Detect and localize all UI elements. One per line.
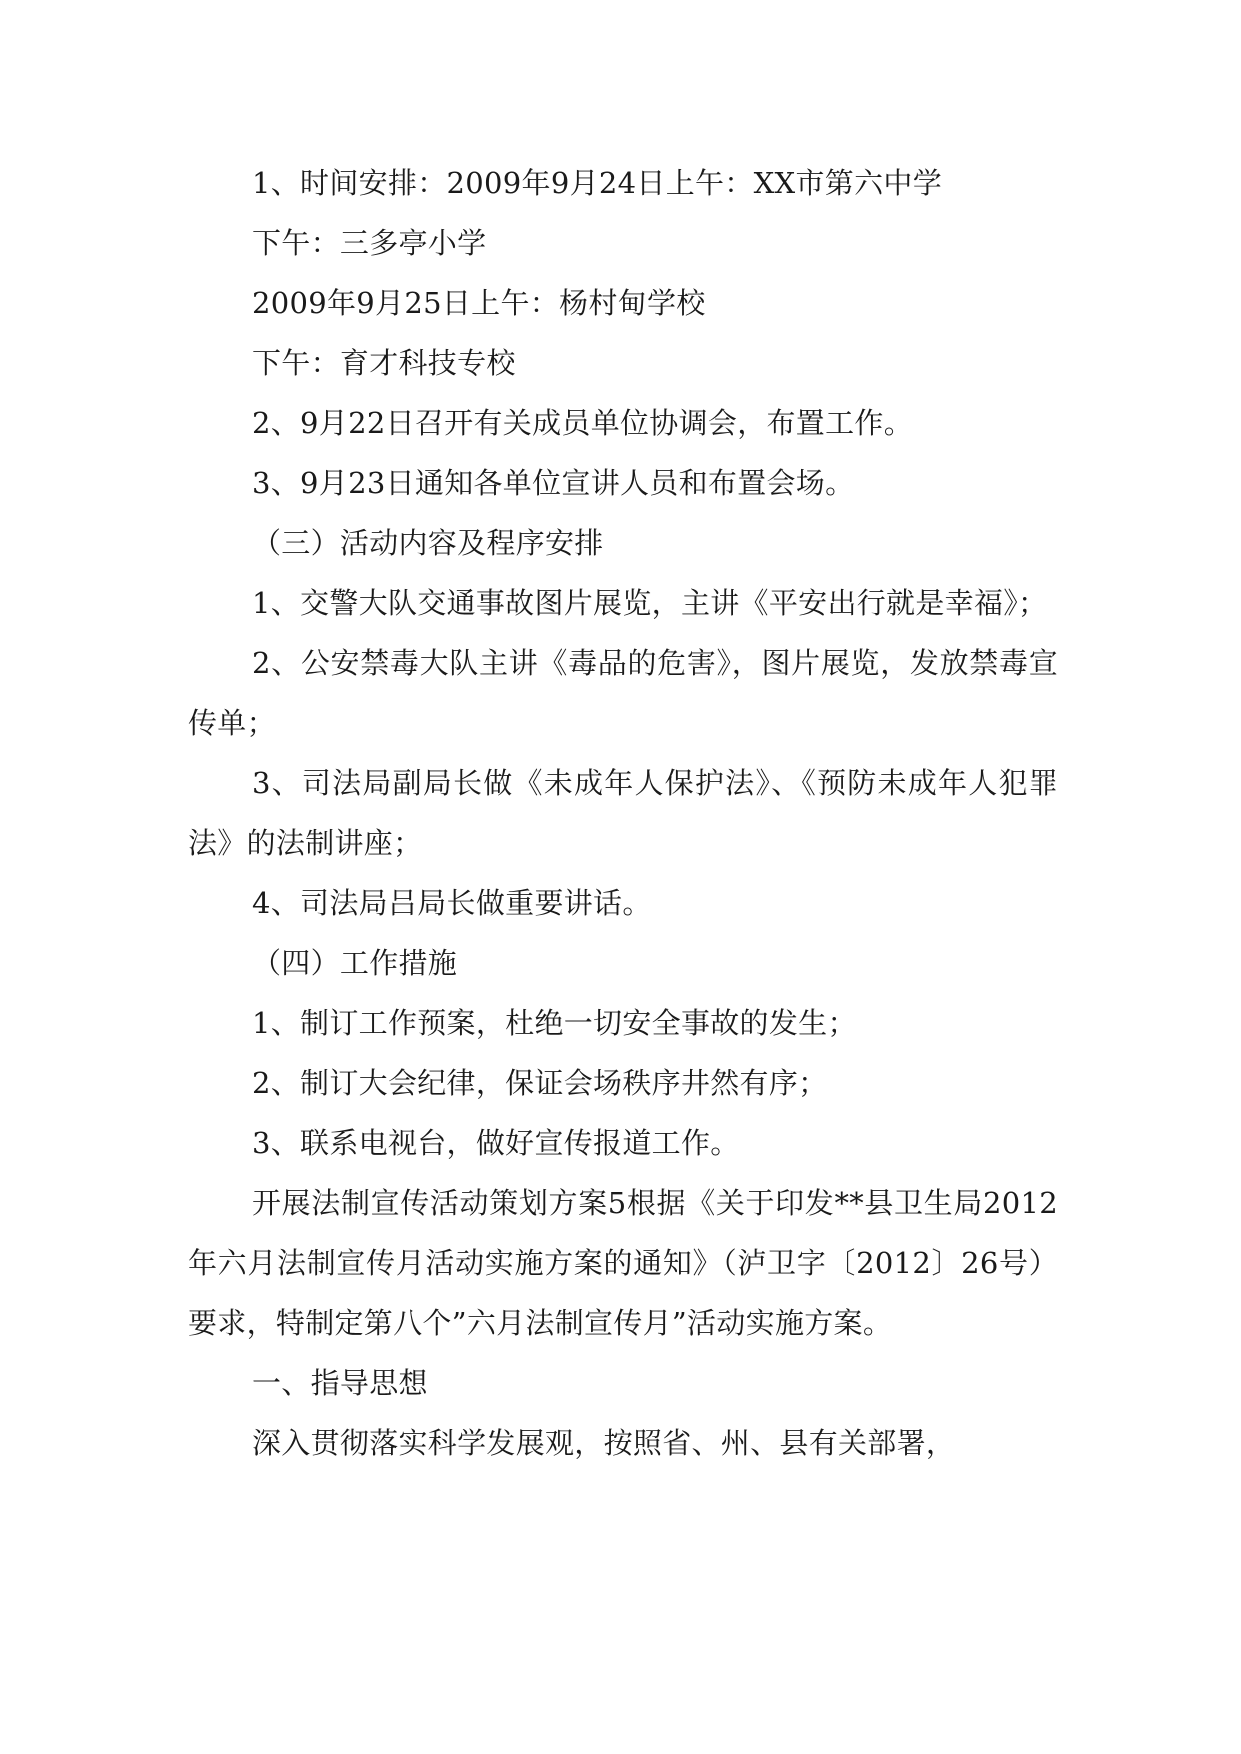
paragraph-measure-1: 1、制订工作预案，杜绝一切安全事故的发生； [252, 1006, 857, 1040]
paragraph-notify-units: 3、9月23日通知各单位宣讲人员和布置会场。 [252, 466, 855, 500]
paragraph-activity-2: 2、公安禁毒大队主讲《毒品的危害》，图片展览，发放禁毒宣传单； [188, 646, 1058, 740]
paragraph-activity-4: 4、司法局吕局长做重要讲话。 [252, 886, 652, 920]
section-heading-measures: （四）工作措施 [252, 946, 458, 980]
paragraph-schedule-1-afternoon: 下午：三多亭小学 [252, 226, 487, 260]
paragraph-measure-3: 3、联系电视台，做好宣传报道工作。 [252, 1126, 740, 1160]
paragraph-guiding-thought: 深入贯彻落实科学发展观，按照省、州、县有关部署， [252, 1426, 956, 1460]
paragraph-coordination-meeting: 2、9月22日召开有关成员单位协调会，布置工作。 [252, 406, 914, 440]
document-body [188, 153, 1058, 1473]
paragraph-measure-2: 2、制订大会纪律，保证会场秩序井然有序； [252, 1066, 828, 1100]
paragraph-activity-1: 1、交警大队交通事故图片展览，主讲《平安出行就是幸福》； [252, 586, 1048, 620]
paragraph-schedule-1: 1、时间安排：2009年9月24日上午：XX市第六中学 [252, 166, 942, 200]
section-heading-activities: （三）活动内容及程序安排 [252, 526, 604, 560]
section-heading-guiding-thought: 一、指导思想 [252, 1366, 428, 1400]
paragraph-schedule-2-afternoon: 下午：育才科技专校 [252, 346, 516, 380]
paragraph-plan-intro: 开展法制宣传活动策划方案5根据《关于印发**县卫生局2012年六月法制宣传月活动实施方案的通知》（泸卫字〔2012〕26号）要求，特制定第八个”六月法制宣传月”活动实施方案。 [188, 1186, 1058, 1340]
paragraph-activity-3: 3、司法局副局长做《未成年人保护法》、《预防未成年人犯罪法》的法制讲座； [188, 766, 1058, 860]
paragraph-schedule-2: 2009年9月25日上午：杨村甸学校 [252, 286, 706, 320]
